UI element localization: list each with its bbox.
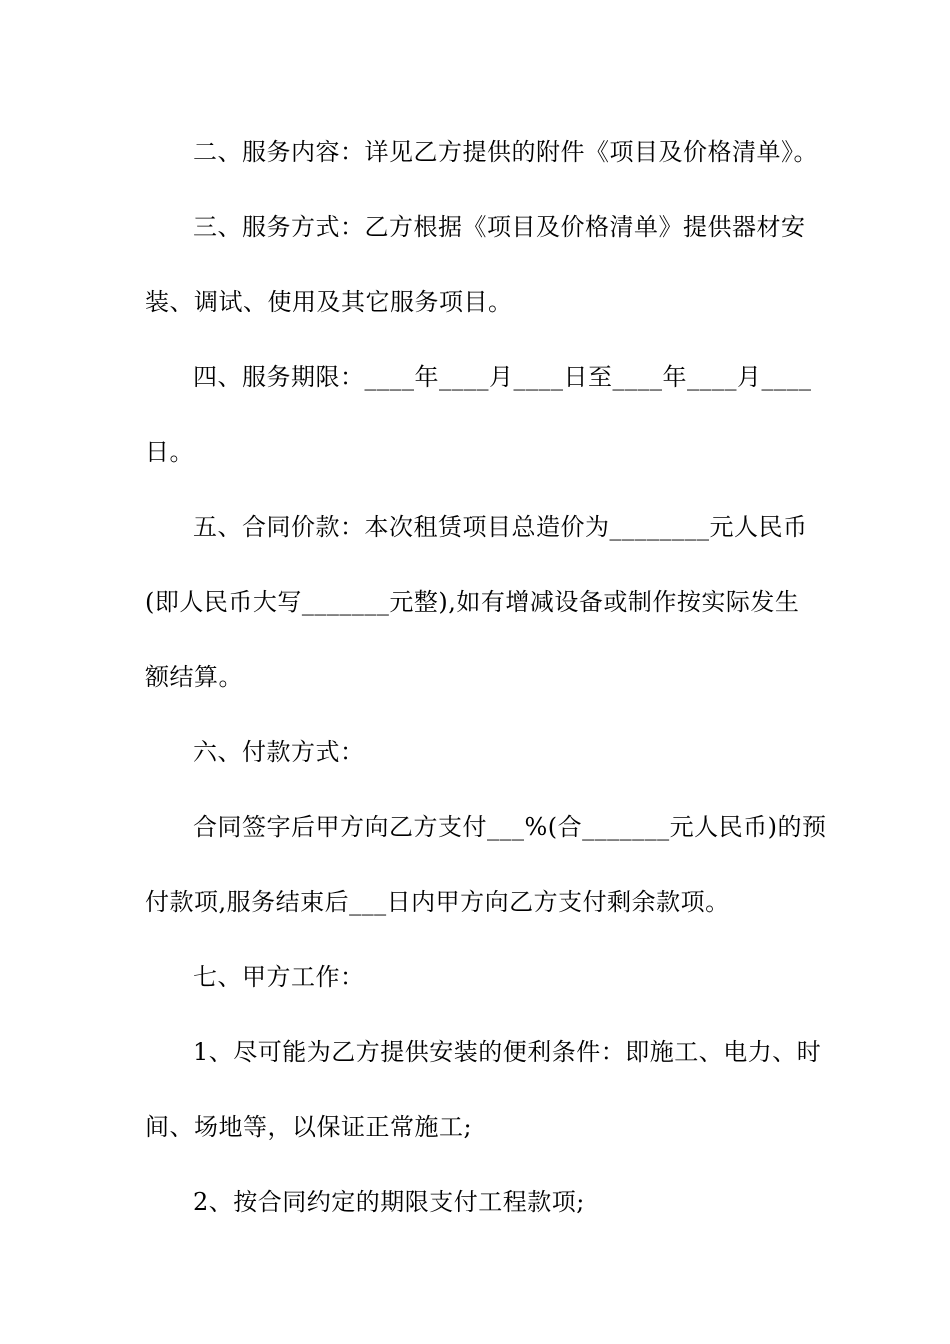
section-5-contract-price: 五、合同价款：本次租赁项目总造价为________元人民币 <box>193 513 808 541</box>
section-6-payment-method: 六、付款方式： <box>193 738 365 766</box>
party-a-item-1: 1、尽可能为乙方提供安装的便利条件：即施工、电力、时 <box>193 1038 822 1066</box>
section-7-party-a-work: 七、甲方工作： <box>193 963 365 991</box>
party-a-item-2: 2、按合同约定的期限支付工程款项; <box>193 1188 585 1216</box>
section-3-service-method-cont: 装、调试、使用及其它服务项目。 <box>145 288 513 316</box>
party-a-item-1-cont: 间、场地等，以保证正常施工; <box>145 1113 473 1141</box>
section-3-service-method: 三、服务方式：乙方根据《项目及价格清单》提供器材安 <box>193 213 806 241</box>
section-5-contract-price-cont-1: (即人民币大写_______元整),如有增减设备或制作按实际发生 <box>145 588 800 616</box>
section-4-service-period: 四、服务期限：____年____月____日至____年____月____ <box>193 363 812 391</box>
section-4-service-period-cont: 日。 <box>145 438 194 466</box>
section-5-contract-price-cont-2: 额结算。 <box>145 663 243 691</box>
payment-terms: 合同签字后甲方向乙方支付___%(合_______元人民币)的预 <box>193 813 827 841</box>
payment-terms-cont: 付款项,服务结束后___日内甲方向乙方支付剩余款项。 <box>145 888 730 916</box>
section-2-service-content: 二、服务内容：详见乙方提供的附件《项目及价格清单》。 <box>193 138 818 166</box>
